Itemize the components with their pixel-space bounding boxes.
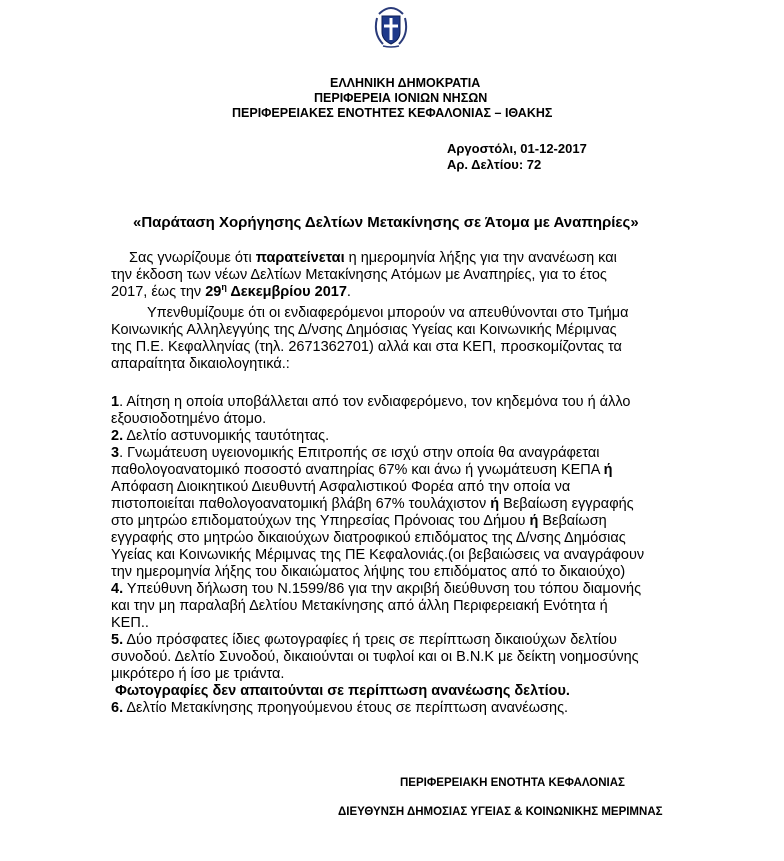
item-4-line-3: ΚΕΠ..: [111, 615, 149, 631]
reminder-line-1: Υπενθυμίζουμε ότι οι ενδιαφερόμενοι μπορούν να απευθύνονται στο Τμήμα: [147, 305, 629, 321]
reminder-line-4: απαραίτητα δικαιολογητικά.:: [111, 356, 290, 372]
item-3-line-4: πιστοποιείται παθολογοανατομική βλάβη 67% τουλάχιστον ή Βεβαίωση εγγραφής: [111, 496, 634, 512]
item-3-line-5: στο μητρώο επιδοματούχων της Υπηρεσίας Πρόνοιας του Δήμου ή Βεβαίωση: [111, 513, 607, 529]
item-1-line-2: εξουσιοδοτημένο άτομο.: [111, 411, 267, 427]
item-2: 2. Δελτίο αστυνομικής ταυτότητας.: [111, 428, 330, 444]
item-3-line-2: παθολογοανατομικό ποσοστό αναπηρίας 67% και άνω ή γνωμάτευση ΚΕΠΑ ή: [111, 462, 613, 478]
header-region: ΠΕΡΙΦΕΡΕΙΑ ΙΟΝΙΩΝ ΝΗΣΩΝ: [314, 91, 488, 105]
reminder-line-2: Κοινωνικής Αλληλεγγύης της Δ/νσης Δημόσιας Υγείας και Κοινωνικής Μέριμνας: [111, 322, 617, 338]
intro-line-3: 2017, έως την $29^\eta$ Δεκεμβρίου 2017.: [111, 282, 351, 300]
document-title: «Παράταση Χορήγησης Δελτίων Μετακίνησης σε Άτομα με Αναπηρίες»: [133, 214, 639, 231]
header-units: ΠΕΡΙΦΕΡΕΙΑΚΕΣ ΕΝΟΤΗΤΕΣ ΚΕΦΑΛΟΝΙΑΣ – ΙΘΑΚΗΣ: [232, 106, 553, 120]
item-4-line-1: 4. Υπεύθυνη δήλωση του Ν.1599/86 για την ακριβή διεύθυνση του τόπου διαμονής: [111, 581, 642, 597]
signature-unit: ΠΕΡΙΦΕΡΕΙΑΚΗ ΕΝΟΤΗΤΑ ΚΕΦΑΛΟΝΙΑΣ: [400, 777, 625, 789]
item-3-line-3: Απόφαση Διοικητικού Διευθυντή Ασφαλιστικού Φορέα από την οποία να: [111, 479, 571, 495]
document-body: [111, 250, 771, 717]
item-3-line-7: Υγείας και Κοινωνικής Μέριμνας της ΠΕ Κεφαλονιάς.(οι βεβαιώσεις να αναγράφουν: [111, 547, 645, 563]
item-3-line-6: εγγραφής στο μητρώο δικαιούχων διατροφικού επιδόματος της Δ/νσης Δημόσιας: [111, 530, 626, 546]
greek-emblem-icon: [373, 4, 409, 48]
item-3-line-8: την ημερομηνία λήξης του δικαιώματος λήψης του επιδόματος από το δικαιούχο): [111, 564, 626, 580]
item-6: 6. Δελτίο Μετακίνησης προηγούμενου έτους σε περίπτωση ανανέωσης.: [111, 700, 569, 716]
item-3-line-1: 3. Γνωμάτευση υγειονομικής Επιτροπής σε ισχύ στην οποία θα αναγράφεται: [111, 445, 600, 461]
intro-line-1: Σας γνωρίζουμε ότι παρατείνεται η ημερομηνία λήξης για την ανανέωση και: [129, 250, 617, 266]
header-country: ΕΛΛΗΝΙΚΗ ΔΗΜΟΚΡΑΤΙΑ: [330, 76, 481, 90]
item-1-line-1: 1. Αίτηση η οποία υποβάλλεται από τον ενδιαφερόμενο, τον κηδεμόνα του ή άλλο: [111, 394, 631, 410]
photo-note: Φωτογραφίες δεν απαιτούνται σε περίπτωση ανανέωσης δελτίου.: [115, 683, 570, 699]
signature-directorate: ΔΙΕΥΘΥΝΣΗ ΔΗΜΟΣΙΑΣ ΥΓΕΙΑΣ & ΚΟΙΝΩΝΙΚΗΣ ΜΕΡΙΜΝΑΣ: [338, 806, 663, 818]
place-date: Αργοστόλι, 01-12-2017: [447, 141, 587, 156]
reminder-line-3: της Π.Ε. Κεφαλληνίας (τηλ. 2671362701) αλλά και στα ΚΕΠ, προσκομίζοντας τα: [111, 339, 622, 355]
item-5-line-2: συνοδού. Δελτίο Συνοδού, δικαιούνται οι τυφλοί και οι Β.Ν.Κ με δείκτη νοημοσύνης: [111, 649, 639, 665]
item-4-line-2: και την μη παραλαβή Δελτίου Μετακίνησης από άλλη Περιφερειακή Ενότητα ή: [111, 598, 608, 614]
item-5-line-3: μικρότερο ή ίσο με τριάντα.: [111, 666, 285, 682]
intro-line-2: την έκδοση των νέων Δελτίων Μετακίνησης Ατόμων με Αναπηρίες, για το έτος: [111, 267, 607, 283]
bulletin-number: Αρ. Δελτίου: 72: [447, 157, 542, 172]
item-5-line-1: 5. Δύο πρόσφατες ίδιες φωτογραφίες ή τρεις σε περίπτωση δικαιούχων δελτίου: [111, 632, 617, 648]
